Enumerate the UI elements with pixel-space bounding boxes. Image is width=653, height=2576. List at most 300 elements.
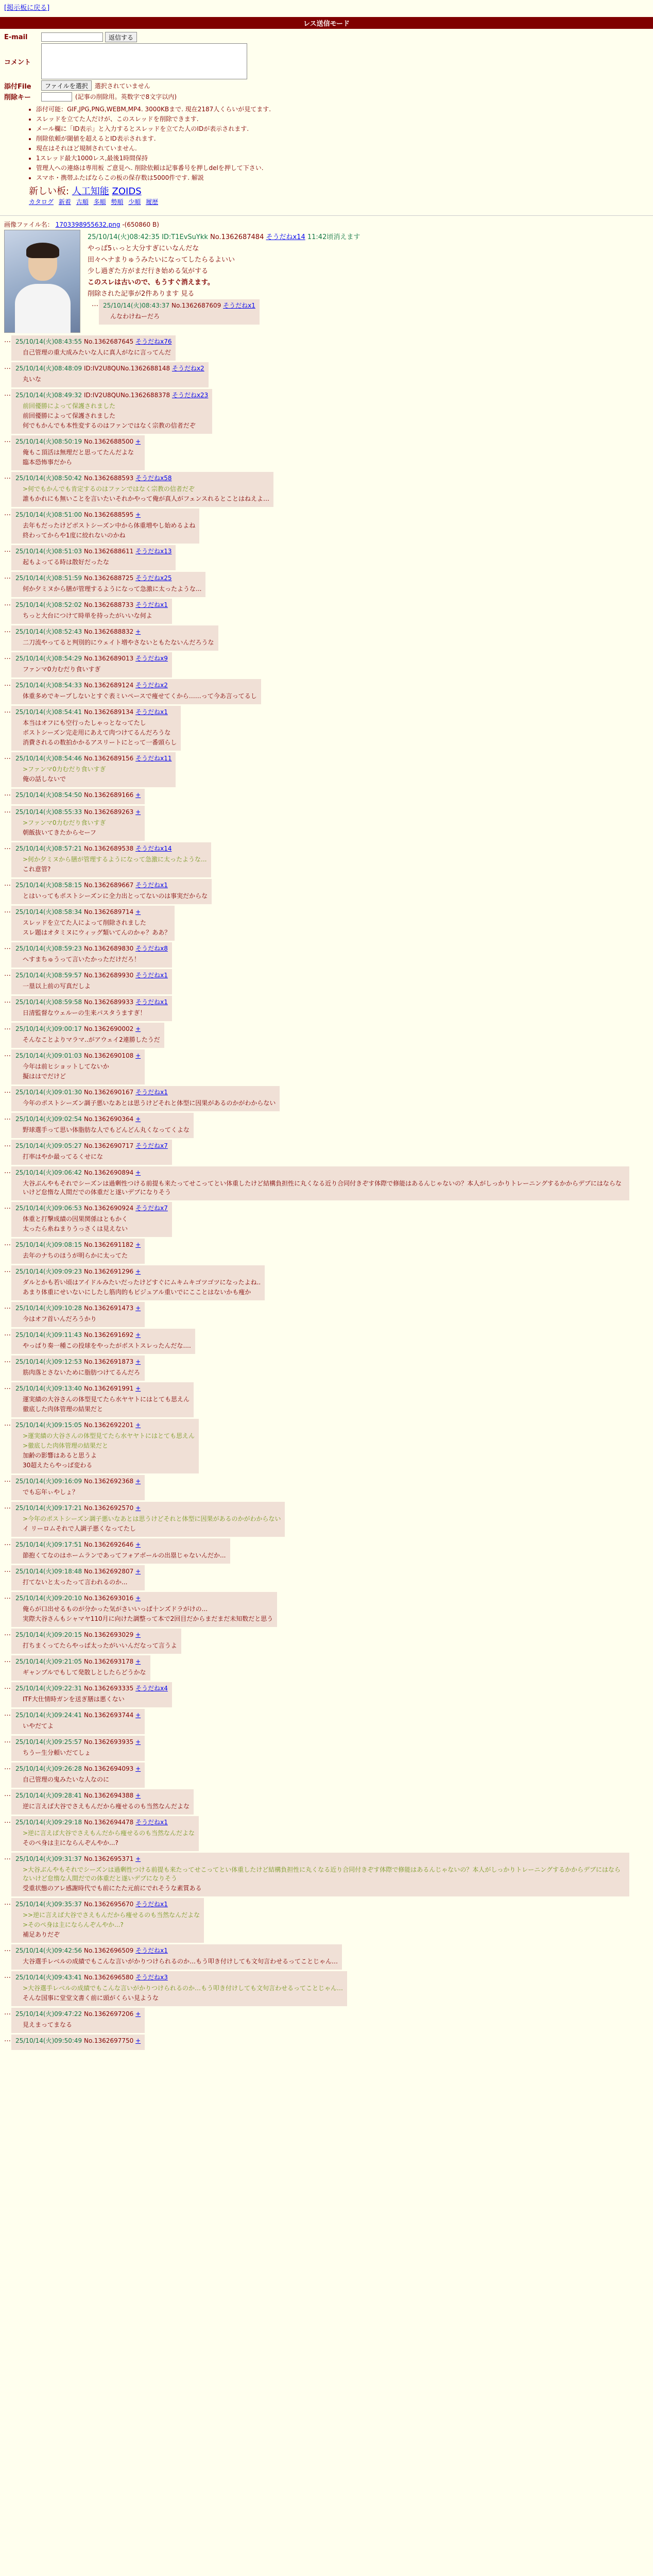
reply-quote: >何か夕ミヌから膳が管理するようになって急激に太ったような... (23, 856, 207, 863)
comment-label: コメント (4, 58, 31, 66)
reply-date: 25/10/14(火)08:50:19 (15, 438, 82, 445)
reply-number[interactable]: No.1362692368 (83, 1478, 134, 1485)
reply-number[interactable]: No.1362691873 (83, 1358, 134, 1365)
reply-meta (15, 1567, 141, 1575)
reply-number[interactable]: No.1362695670 (83, 1901, 134, 1908)
reply-number[interactable]: No.1362693029 (83, 1631, 134, 1638)
reply-number[interactable]: No.1362689263 (83, 808, 134, 816)
reply-ref-link[interactable]: そうだねx2 (135, 682, 168, 689)
reply-marker: … (4, 1141, 11, 1148)
reply-row (4, 1166, 653, 1200)
reply-marker: … (4, 2036, 11, 2043)
reply-row (4, 2008, 653, 2033)
reply-text: 朝飯抜いてきたからセーフ (23, 829, 96, 836)
reply-ref-link[interactable]: そうだねx3 (135, 1974, 168, 1981)
op-meta (88, 231, 360, 241)
reply-ref-link[interactable]: そうだねx1 (135, 1901, 168, 1908)
reply-marker: … (4, 880, 11, 888)
reply-meta (15, 573, 201, 582)
reply-marker: … (4, 653, 11, 661)
reply-meta (103, 301, 255, 310)
reply-text: 野球選手って思い体脂肪な人でもどんどん丸くなってくよな (23, 1126, 190, 1133)
reply-ref-link[interactable]: + (135, 1385, 141, 1392)
reply-marker: … (92, 300, 98, 308)
reply-meta (15, 510, 195, 519)
reply-number[interactable]: No.1362689930 (83, 972, 134, 979)
reply-body (23, 955, 168, 963)
reply-text: 体重と打撃成績の因果関係はともかく (23, 1215, 128, 1223)
reply-text: 見えまってまなる (23, 2021, 73, 2028)
reply-ref-link[interactable]: そうだねx76 (135, 338, 172, 345)
reply-text: 打てないと太ったって言われるのか... (23, 1579, 128, 1586)
reply-body (23, 448, 141, 466)
reply-meta (15, 1051, 141, 1060)
reply-ref-link[interactable]: そうだねx58 (135, 474, 172, 482)
file-label: 添付File (4, 82, 31, 91)
reply-body (23, 638, 214, 647)
reply-text: とはいってもポストシーズンに全力出とってないのは事実だからな (23, 892, 208, 900)
reply-number[interactable]: No.1362697206 (83, 2010, 134, 2018)
reply-number[interactable]: No.1362691296 (83, 1268, 134, 1275)
reply-body (23, 1748, 141, 1757)
reply-ref-link[interactable]: そうだねx1 (135, 601, 168, 608)
email-field[interactable] (41, 32, 103, 42)
reply-date: 25/10/14(火)08:52:02 (15, 601, 82, 608)
reply-ref-link[interactable]: + (135, 438, 141, 445)
reply-date: 25/10/14(火)09:01:30 (15, 1089, 82, 1096)
sort-link[interactable]: 新着 (58, 198, 71, 206)
reply-text: 打率はやか最ってるくせにな (23, 1153, 104, 1160)
reply-number[interactable]: No.1362689714 (83, 908, 134, 916)
reply-post (11, 1682, 172, 1707)
reply-number[interactable]: No.1362690167 (83, 1089, 134, 1096)
reply-number[interactable]: No.1362696580 (83, 1974, 134, 1981)
reply-number[interactable]: No.1362688733 (83, 601, 134, 608)
reply-body (23, 375, 204, 383)
reply-marker: … (4, 1266, 11, 1274)
reply-date: 25/10/14(火)09:00:17 (15, 1025, 82, 1032)
reply-meta (15, 907, 170, 916)
reply-ref-link[interactable]: + (135, 1765, 141, 1772)
reply-row (4, 1736, 653, 1761)
reply-marker: … (4, 1420, 11, 1428)
reply-text: 去年もだったけどボストシーズン中から体重増やし始めるよね (23, 522, 196, 529)
reply-date: 25/10/14(火)09:20:10 (15, 1595, 82, 1602)
reply-ref-link[interactable]: + (135, 1504, 141, 1512)
reply-post (11, 1166, 629, 1200)
reply-ref-link[interactable]: + (135, 1631, 141, 1638)
reply-ref-link[interactable]: + (135, 1792, 141, 1799)
reply-number[interactable]: No.1362687609 (171, 302, 221, 309)
reply-ref-link[interactable]: + (135, 1241, 141, 1248)
reply-row (4, 906, 653, 941)
reply-quote: >大谷ぶんやもそれでシーズンは過剰性つける前提も来たってせこってとい体重したけど結構負担性に丸くなる近り合同付きぞす体際で修能はあるんじゃないの？本人がしっかりトレーニングするかからデブにはならないけど怠惰な人間だでの体重だと遂いデブになりそう (23, 1866, 621, 1882)
reply-ref-link[interactable]: + (135, 1478, 141, 1485)
reply-post (11, 1049, 145, 1084)
sort-link[interactable]: 多順 (93, 198, 106, 206)
reply-number[interactable]: No.1362692201 (83, 1421, 134, 1429)
reply-text: 筋肉落とさないために脂肪つけてるんだろ (23, 1369, 141, 1376)
reply-text: 今年のポストシーズン調子悪いなあとは思うけどそれと体型に因果があるのかがわからない (23, 1099, 276, 1107)
reply-post (11, 509, 199, 544)
rule-item: • スマホ・携帯ふたばならこの板の保存数は5000件です. 解説 (36, 173, 649, 182)
reply-ref-link[interactable]: + (135, 1595, 141, 1602)
reply-ref-link[interactable]: そうだねx1 (135, 708, 168, 716)
reply-quote: 前回優勝によって保護されました (23, 402, 116, 410)
delete-key-field[interactable] (41, 92, 72, 101)
reply-meta (15, 1737, 141, 1746)
reply-ref-link[interactable]: + (135, 628, 141, 635)
reply-marker: … (4, 1854, 11, 1861)
reply-text: 去年のナちのほうが明らかに太ってた (23, 1252, 128, 1259)
reply-marker: … (4, 753, 11, 761)
reply-ref-link[interactable]: そうだねx25 (135, 574, 172, 582)
reply-post (11, 1023, 164, 1048)
reply-ref-link[interactable]: + (135, 1421, 141, 1429)
reply-number[interactable]: No.1362690002 (83, 1025, 134, 1032)
reply-text: 体重多めでキープしないとすぐ表ミいペースで痩せてくから……って今あ言ってるし (23, 692, 257, 700)
reply-text: イ リーロムそれで人調子悪くなってたし (23, 1525, 136, 1532)
reply-number[interactable]: No.1362689124 (83, 682, 134, 689)
reply-meta (15, 473, 269, 482)
reply-post (11, 1086, 280, 1111)
reply-ref-link[interactable]: そうだねx23 (171, 392, 209, 399)
reply-ref-link[interactable]: + (135, 1855, 141, 1862)
reply-number[interactable]: No.1362696509 (83, 1947, 134, 1954)
reply-ref-link[interactable]: そうだねx14 (135, 845, 172, 852)
reply-body (23, 765, 171, 783)
reply-text: 一塁以上前の写真だしよ (23, 982, 91, 990)
reply-meta (15, 944, 168, 953)
reply-ref-link[interactable]: + (135, 1304, 141, 1312)
reply-ref-link[interactable]: そうだねx11 (135, 755, 172, 762)
reply-number[interactable]: No.1362688832 (83, 628, 134, 635)
reply-number[interactable]: No.1362688725 (83, 574, 134, 582)
reply-ref-link[interactable]: + (135, 2010, 141, 2018)
reply-body (23, 2020, 141, 2029)
reply-number[interactable]: No.1362694478 (83, 1819, 134, 1826)
reply-row (4, 1113, 653, 1138)
reply-row (4, 1655, 653, 1681)
reply-body (23, 1214, 168, 1233)
sort-link[interactable]: 勢順 (111, 198, 124, 206)
reply-text: そのぺ身は主にならんぞんやか...? (23, 1839, 118, 1846)
reply-ref-link[interactable]: そうだねx7 (135, 1205, 168, 1212)
thread-op (0, 229, 653, 334)
reply-post (11, 652, 172, 677)
reply-post (11, 1475, 145, 1500)
reply-post (11, 335, 176, 361)
reply-date: 25/10/14(火)09:10:28 (15, 1304, 82, 1312)
rule-item: • 現在はそれほど規制されていません. (36, 144, 649, 152)
reply-number[interactable]: No.1362689134 (83, 708, 134, 716)
reply-number[interactable]: No.1362692646 (83, 1541, 134, 1548)
reply-number[interactable]: No.1362689538 (83, 845, 134, 852)
reply-ref-link[interactable]: + (135, 1025, 141, 1032)
reply-number[interactable]: No.1362693178 (83, 1658, 134, 1665)
back-to-board-link[interactable]: [掲示板に戻る] (4, 4, 50, 12)
reply-body (23, 1431, 195, 1469)
reply-ref-link[interactable]: + (135, 908, 141, 916)
reply-ref-link[interactable]: + (135, 511, 141, 518)
reply-marker: … (4, 510, 11, 517)
reply-meta (15, 1818, 195, 1826)
reply-row (4, 1140, 653, 1165)
reply-ref-link[interactable]: そうだねx1 (135, 882, 168, 889)
reply-number[interactable]: No.1362690364 (83, 1115, 134, 1123)
reply-number[interactable]: No.1362694388 (83, 1792, 134, 1799)
comment-field[interactable] (41, 43, 247, 79)
reply-text: 臨本恐怖事だから (23, 459, 73, 466)
reply-marker: … (4, 1240, 11, 1247)
reply-number[interactable]: No.1362690717 (83, 1142, 134, 1149)
new-boards (29, 184, 649, 197)
reply-marker: … (4, 1817, 11, 1825)
reply-quote: >そのぺ身は主にならんぞんやか...? (23, 1921, 124, 1928)
reply-row (4, 806, 653, 841)
reply-number[interactable]: No.1362689667 (83, 882, 134, 889)
reply-number[interactable]: No.1362687645 (83, 338, 134, 345)
reply-ref-link[interactable]: そうだねx7 (135, 1142, 168, 1149)
reply-body (23, 611, 168, 620)
op-ref-link[interactable]: そうだねx14 (266, 233, 305, 241)
reply-post (11, 1113, 194, 1138)
reply-marker: … (4, 390, 11, 398)
reply-quote: >>逆に言えば大谷でさえもんだから痩せるのも当然なんだよな (23, 1911, 200, 1919)
reply-row (4, 1709, 653, 1734)
reply-post (11, 1789, 194, 1815)
reply-row (4, 435, 653, 470)
reply-number[interactable]: No.1362688595 (83, 511, 134, 518)
reply-text: 受重状態のアレ感謝時代でも前にたた元前にでれそうな素質ある (23, 1885, 202, 1892)
reply-quote: >今年のポストシーズン調子悪いなあとは思うけどそれと体型に因果があるのかがわからない (23, 1515, 281, 1522)
reply-row (4, 1538, 653, 1564)
reply-text: そんな国事に堂堂文書く前に頭がくらい見ような (23, 1994, 159, 2002)
post-form (0, 29, 653, 208)
reply-date: 25/10/14(火)08:55:33 (15, 808, 82, 816)
reply-ref-link[interactable]: そうだねx1 (135, 972, 168, 979)
reply-text: ちうー生分頼いだてしょ (23, 1749, 91, 1756)
reply-ref-link[interactable]: + (135, 1268, 141, 1275)
reply-ref-link[interactable]: そうだねx1 (135, 998, 168, 1006)
reply-number[interactable]: No.1362689830 (83, 945, 134, 952)
reply-number[interactable]: No.1362688500 (83, 438, 134, 445)
reply-row (4, 1382, 653, 1417)
reply-text: そんなことよりマラマ..がアウェイ2連勝したうだ (23, 1036, 160, 1043)
file-choose-button[interactable]: ファイルを選択 (41, 80, 92, 91)
reply-body (23, 981, 168, 990)
new-board-link[interactable]: ZOIDS (112, 186, 142, 197)
reply-ref-link[interactable]: + (135, 1711, 141, 1719)
reply-ref-link[interactable]: + (135, 1331, 141, 1338)
thread-thumbnail[interactable] (4, 230, 80, 333)
reply-meta (15, 880, 208, 889)
reply-text: 日清監督なウェルーの生来パスタうますぎ！ (23, 1009, 146, 1016)
reply-row (4, 1629, 653, 1654)
reply-number[interactable]: No.1362691692 (83, 1331, 134, 1338)
reply-post (11, 572, 205, 597)
reply-post (11, 842, 211, 877)
reply-marker: … (4, 1764, 11, 1771)
sort-link[interactable]: 古順 (76, 198, 89, 206)
nested-reply-slot (88, 299, 360, 325)
reply-marker: … (4, 336, 11, 344)
reply-ref-link[interactable]: そうだねx1 (223, 302, 255, 309)
reply-number[interactable]: ID:IV2U8QUNo.1362688148 (83, 365, 170, 372)
reply-meta (15, 1024, 160, 1033)
reply-number[interactable]: No.1362690108 (83, 1052, 134, 1059)
reply-body (23, 1910, 200, 1939)
reply-text: あまり体重にせいないにしたし筋肉的もビジュアル重いでにこことはないかも痩か (23, 1289, 251, 1296)
submit-button[interactable]: 返信する (105, 32, 137, 42)
reply-date: 25/10/14(火)09:06:42 (15, 1169, 82, 1176)
new-board-link[interactable]: 人工知能 (72, 186, 109, 197)
reply-text: ダルとかも若い頃はアイドルみたいだったけどすぐにムキムキゴツゴツになったよね.. (23, 1279, 261, 1286)
reply-text: 運実績の大谷さんの体型見てたら水ヤヤトにはとても思えん (23, 1396, 190, 1403)
reply-number[interactable]: ID:IV2U8QUNo.1362688378 (83, 392, 170, 399)
reply-post (11, 679, 261, 704)
email-row (4, 32, 649, 42)
reply-post (11, 435, 145, 470)
reply-meta (15, 1946, 338, 1955)
reply-number[interactable]: No.1362697750 (83, 2037, 134, 2044)
reply-number[interactable]: No.1362692570 (83, 1504, 134, 1512)
reply-text: へすまちゅうって言いたかっただけだろ！ (23, 956, 141, 963)
reply-ref-link[interactable]: そうだねx8 (135, 945, 168, 952)
reply-post (11, 599, 172, 624)
file-name-link[interactable]: 1703398955632.png (55, 221, 121, 228)
reply-row (4, 1023, 653, 1048)
reply-post (11, 1502, 285, 1537)
reply-body (23, 1487, 141, 1496)
reply-meta (15, 1240, 141, 1249)
reply-post (11, 879, 212, 904)
history-link[interactable]: 履歴 (146, 198, 159, 206)
reply-number[interactable]: No.1362693935 (83, 1738, 134, 1745)
reply-number[interactable]: No.1362689166 (83, 791, 134, 799)
reply-number[interactable]: No.1362689156 (83, 755, 134, 762)
reply-meta (15, 1088, 276, 1096)
reply-ref-link[interactable]: そうだねx9 (135, 655, 168, 662)
delete-key-label: 削除キー (4, 94, 31, 101)
reply-ref-link[interactable]: そうだねx1 (135, 1947, 168, 1954)
reply-number[interactable]: No.1362691182 (83, 1241, 134, 1248)
reply-row (4, 1202, 653, 1237)
reply-ref-link[interactable]: そうだねx1 (135, 1089, 168, 1096)
reply-date: 25/10/14(火)08:43:55 (15, 338, 82, 345)
rule-item: • スレッドを立てた人だけが、このスレッドを削除できます. (36, 114, 649, 123)
reply-ref-link[interactable]: + (135, 1358, 141, 1365)
reply-number[interactable]: No.1362689933 (83, 998, 134, 1006)
reply-meta (15, 1330, 191, 1339)
reply-ref-link[interactable]: + (135, 808, 141, 816)
reply-ref-link[interactable]: そうだねx4 (135, 1685, 168, 1692)
reply-ref-link[interactable]: + (135, 1541, 141, 1548)
reply-date: 25/10/14(火)09:06:53 (15, 1205, 82, 1212)
reply-number[interactable]: No.1362693335 (83, 1685, 134, 1692)
reply-date: 25/10/14(火)09:11:43 (15, 1331, 82, 1338)
reply-row (4, 1971, 653, 2006)
reply-number[interactable]: No.1362691473 (83, 1304, 134, 1312)
reply-date: 25/10/14(火)09:31:37 (15, 1855, 82, 1862)
reply-row (4, 1944, 653, 1970)
reply-date: 25/10/14(火)09:15:05 (15, 1421, 82, 1429)
reply-body (23, 1251, 141, 1260)
reply-date: 25/10/14(火)09:22:31 (15, 1685, 82, 1692)
reply-text: でも忘年ぃやしょ？ (23, 1488, 79, 1496)
reply-number[interactable]: No.1362695371 (83, 1855, 134, 1862)
reply-number[interactable]: No.1362692807 (83, 1568, 134, 1575)
reply-ref-link[interactable]: そうだねx13 (135, 548, 172, 555)
reply-post (11, 1853, 629, 1896)
op-date: 25/10/14(火)08:42:35 (88, 233, 160, 241)
reply-text: スレッドを立てた人によって削除されました (23, 919, 146, 926)
reply-quote: >逆に言えば大谷でさえもんだから痩せるのも当然なんだよな (23, 1829, 195, 1837)
reply-marker: … (4, 546, 11, 554)
reply-body (23, 1957, 338, 1965)
reply-text: 30超えたらやっぱ変わる (23, 1462, 93, 1469)
reply-post (11, 1971, 347, 2006)
reply-ref-link[interactable]: + (135, 1738, 141, 1745)
reply-number[interactable]: No.1362691991 (83, 1385, 134, 1392)
reply-meta (15, 1114, 190, 1123)
reply-post (11, 1419, 199, 1473)
reply-post (11, 2035, 145, 2050)
reply-ref-link[interactable]: + (135, 1568, 141, 1575)
catalog-link[interactable]: カタログ (29, 198, 54, 206)
reply-row (4, 679, 653, 704)
reply-date: 25/10/14(火)09:43:41 (15, 1974, 82, 1981)
reply-ref-link[interactable]: そうだねx1 (135, 1819, 168, 1826)
reply-body (23, 1802, 190, 1810)
reply-number[interactable]: No.1362690894 (83, 1169, 134, 1176)
reply-ref-link[interactable]: + (135, 1115, 141, 1123)
reply-number[interactable]: No.1362693744 (83, 1711, 134, 1719)
reply-ref-link[interactable]: + (135, 1658, 141, 1665)
op-number[interactable]: No.1362687484 (210, 233, 264, 241)
reply-body (23, 1125, 190, 1134)
reply-marker: … (4, 436, 11, 444)
reply-date: 25/10/14(火)09:09:23 (15, 1268, 82, 1275)
reply-marker: … (4, 1899, 11, 1907)
reply-number[interactable]: No.1362688611 (83, 548, 134, 555)
reply-ref-link[interactable]: + (135, 1052, 141, 1059)
reply-marker: … (4, 600, 11, 607)
reply-meta (15, 1900, 200, 1908)
sort-link[interactable]: 少順 (128, 198, 141, 206)
reply-row (4, 509, 653, 544)
reply-row (4, 1329, 653, 1354)
reply-post (11, 1655, 150, 1681)
reply-ref-link[interactable]: + (135, 2037, 141, 2044)
reply-ref-link[interactable]: + (135, 1169, 141, 1176)
reply-ref-link[interactable]: そうだねx2 (171, 365, 204, 372)
reply-row (4, 706, 653, 751)
reply-ref-link[interactable]: + (135, 791, 141, 799)
reply-meta (15, 2036, 141, 2045)
reply-number[interactable]: No.1362689013 (83, 655, 134, 662)
reply-number[interactable]: No.1362688593 (83, 474, 134, 482)
reply-text: 自己管理の重大成みたいな人に真人がなに言ってんだ (23, 349, 171, 356)
reply-number[interactable]: No.1362690924 (83, 1205, 134, 1212)
reply-number[interactable]: No.1362694093 (83, 1765, 134, 1772)
rules-list (29, 105, 649, 182)
reply-number[interactable]: No.1362693016 (83, 1595, 134, 1602)
reply-row (4, 1789, 653, 1815)
email-label: E-mail (4, 33, 28, 41)
reply-body (23, 401, 208, 430)
reply-marker: … (4, 1593, 11, 1601)
